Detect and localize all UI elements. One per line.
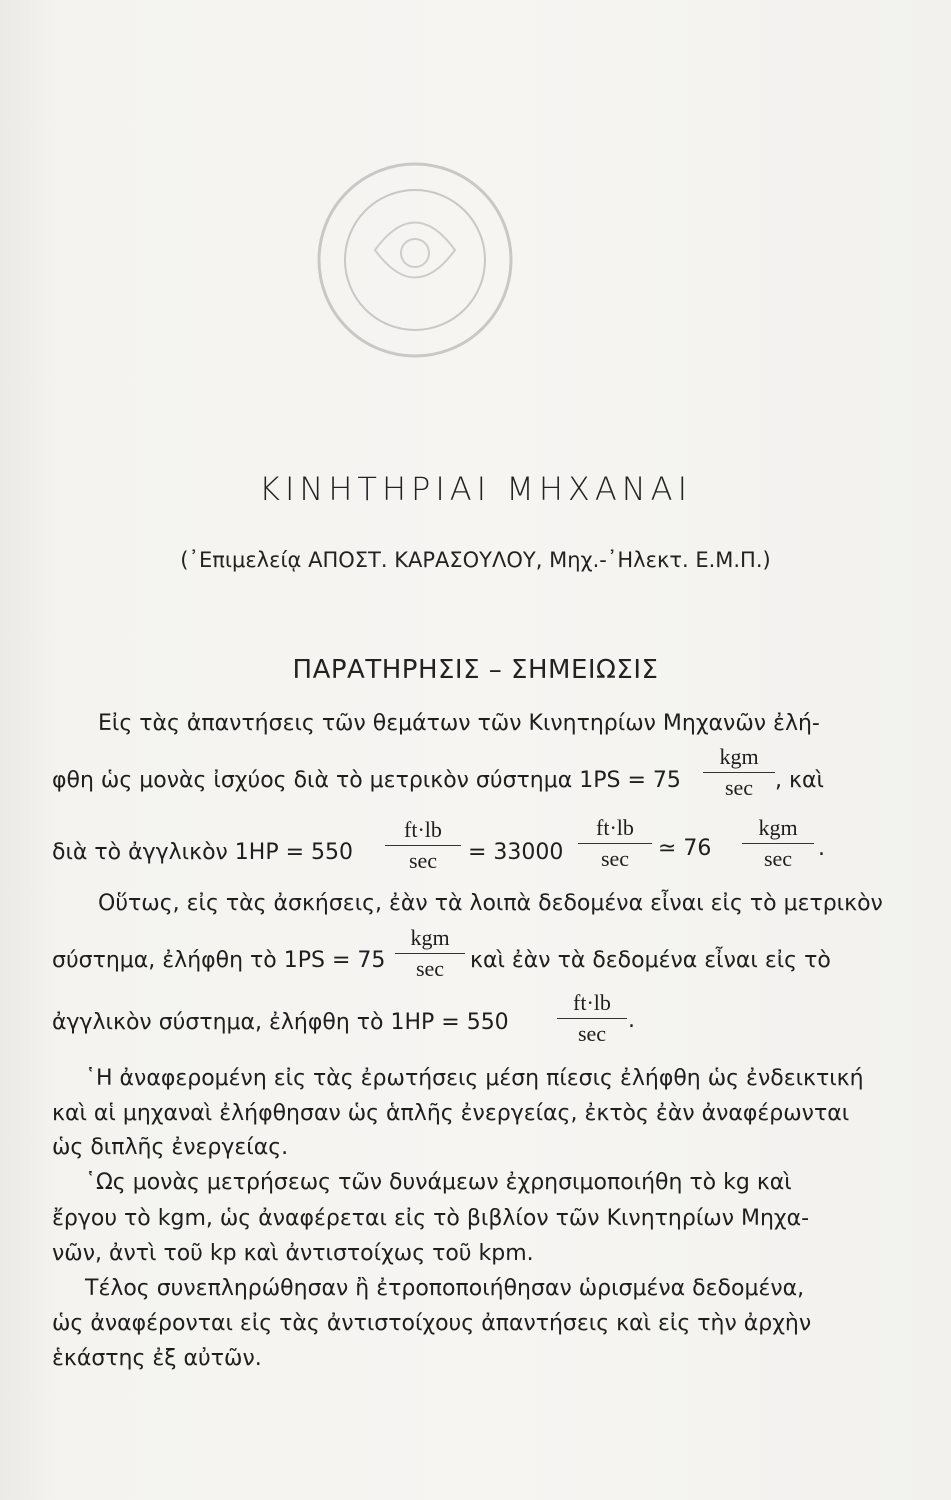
page-title: ΚΙΝΗΤΗΡΙΑΙ ΜΗΧΑΝΑΙ: [258, 470, 692, 508]
p1-line3-start: διὰ τὸ ἀγγλικὸν 1HP = 550: [52, 840, 354, 865]
p1-line2-fraction: [703, 744, 775, 801]
fraction-numerator: kgm: [395, 925, 465, 954]
fraction-denominator: sec: [415, 956, 445, 981]
fraction-denominator: sec: [577, 1021, 607, 1046]
p3-line3: ὡς διπλῆς ἐνεργείας.: [52, 1135, 289, 1160]
p1-line3-approx: ≃ 76: [658, 836, 712, 861]
p3-line1: ῾Η ἀναφερομένη εἰς τὰς ἐρωτήσεις μέση πίεσις ἐλήφθη ὡς ἐνδεικτική: [85, 1066, 864, 1091]
p1-line3-end: .: [818, 836, 825, 861]
fraction-numerator: kgm: [742, 815, 814, 844]
p1-line3-mid: = 33000: [468, 840, 564, 865]
p5-line1: Τέλος συνεπληρώθησαν ἢ ἐτροποποιήθησαν ὡρισμένα δεδομένα,: [85, 1276, 805, 1301]
p2-line2-end: καὶ ἐὰν τὰ δεδομένα εἶναι εἰς τὸ: [470, 948, 831, 973]
p2-line3-fraction: [557, 990, 627, 1047]
fraction-denominator: sec: [763, 846, 793, 871]
p1-line3-fraction-3: [742, 815, 814, 872]
p2-line3-start: ἀγγλικὸν σύστημα, ἐλήφθη τὸ 1HP = 550: [52, 1010, 509, 1035]
p4-line2: ἔργου τὸ kgm, ὡς ἀναφέρεται εἰς τὸ βιβλίον τῶν Κινητηρίων Μηχα-: [52, 1206, 810, 1231]
p4-line1: ῾Ως μονὰς μετρήσεως τῶν δυνάμεων ἐχρησιμοποιήθη τὸ kg καὶ: [85, 1170, 792, 1195]
fraction-numerator: ft·lb: [385, 817, 461, 846]
editor-credit: (᾿Επιμελείᾳ ΑΠΟΣΤ. ΚΑΡΑΣΟΥΛΟΥ, Μηχ.-᾿Ηλεκτ. Ε.Μ.Π.): [180, 548, 771, 572]
p1-line2-end: , καὶ: [775, 768, 824, 793]
p1-line2-start: φθη ὡς μονὰς ἰσχύος διὰ τὸ μετρικὸν σύστημα 1PS = 75: [52, 768, 681, 793]
fraction-denominator: sec: [408, 848, 438, 873]
p5-line2: ὡς ἀναφέρονται εἰς τὰς ἀντιστοίχους ἀπαντήσεις καὶ εἰς τὴν ἀρχὴν: [52, 1311, 812, 1336]
p4-line3: νῶν, ἀντὶ τοῦ kp καὶ ἀντιστοίχως τοῦ kpm.: [52, 1241, 534, 1266]
fraction-numerator: kgm: [703, 744, 775, 773]
library-stamp: [305, 155, 525, 365]
p2-line1: Οὕτως, εἰς τὰς ἀσκήσεις, ἐὰν τὰ λοιπὰ δεδομένα εἶναι εἰς τὸ μετρικὸν: [98, 891, 883, 916]
fraction-numerator: ft·lb: [557, 990, 627, 1019]
stamp-seal-icon: [305, 155, 525, 365]
p5-line3: ἑκάστης ἐξ αὐτῶν.: [52, 1346, 262, 1371]
section-heading: ΠΑΡΑΤΗΡΗΣΙΣ – ΣΗΜΕΙΩΣΙΣ: [292, 655, 659, 685]
p1-line3-fraction-1: [385, 817, 461, 874]
fraction-numerator: ft·lb: [578, 815, 652, 844]
p3-line2: καὶ αἱ μηχαναὶ ἐλήφθησαν ὡς ἁπλῆς ἐνεργείας, ἐκτὸς ἐὰν ἀναφέρωνται: [52, 1101, 850, 1126]
p1-line1: Εἰς τὰς ἀπαντήσεις τῶν θεμάτων τῶν Κινητηρίων Μηχανῶν ἐλή-: [98, 711, 820, 736]
p1-line3-fraction-2: [578, 815, 652, 872]
fraction-denominator: sec: [724, 775, 754, 800]
p2-line2-fraction: [395, 925, 465, 982]
p2-line3-end: .: [628, 1008, 635, 1033]
fraction-denominator: sec: [600, 846, 630, 871]
p2-line2-start: σύστημα, ἐλήφθη τὸ 1PS = 75: [52, 948, 386, 973]
